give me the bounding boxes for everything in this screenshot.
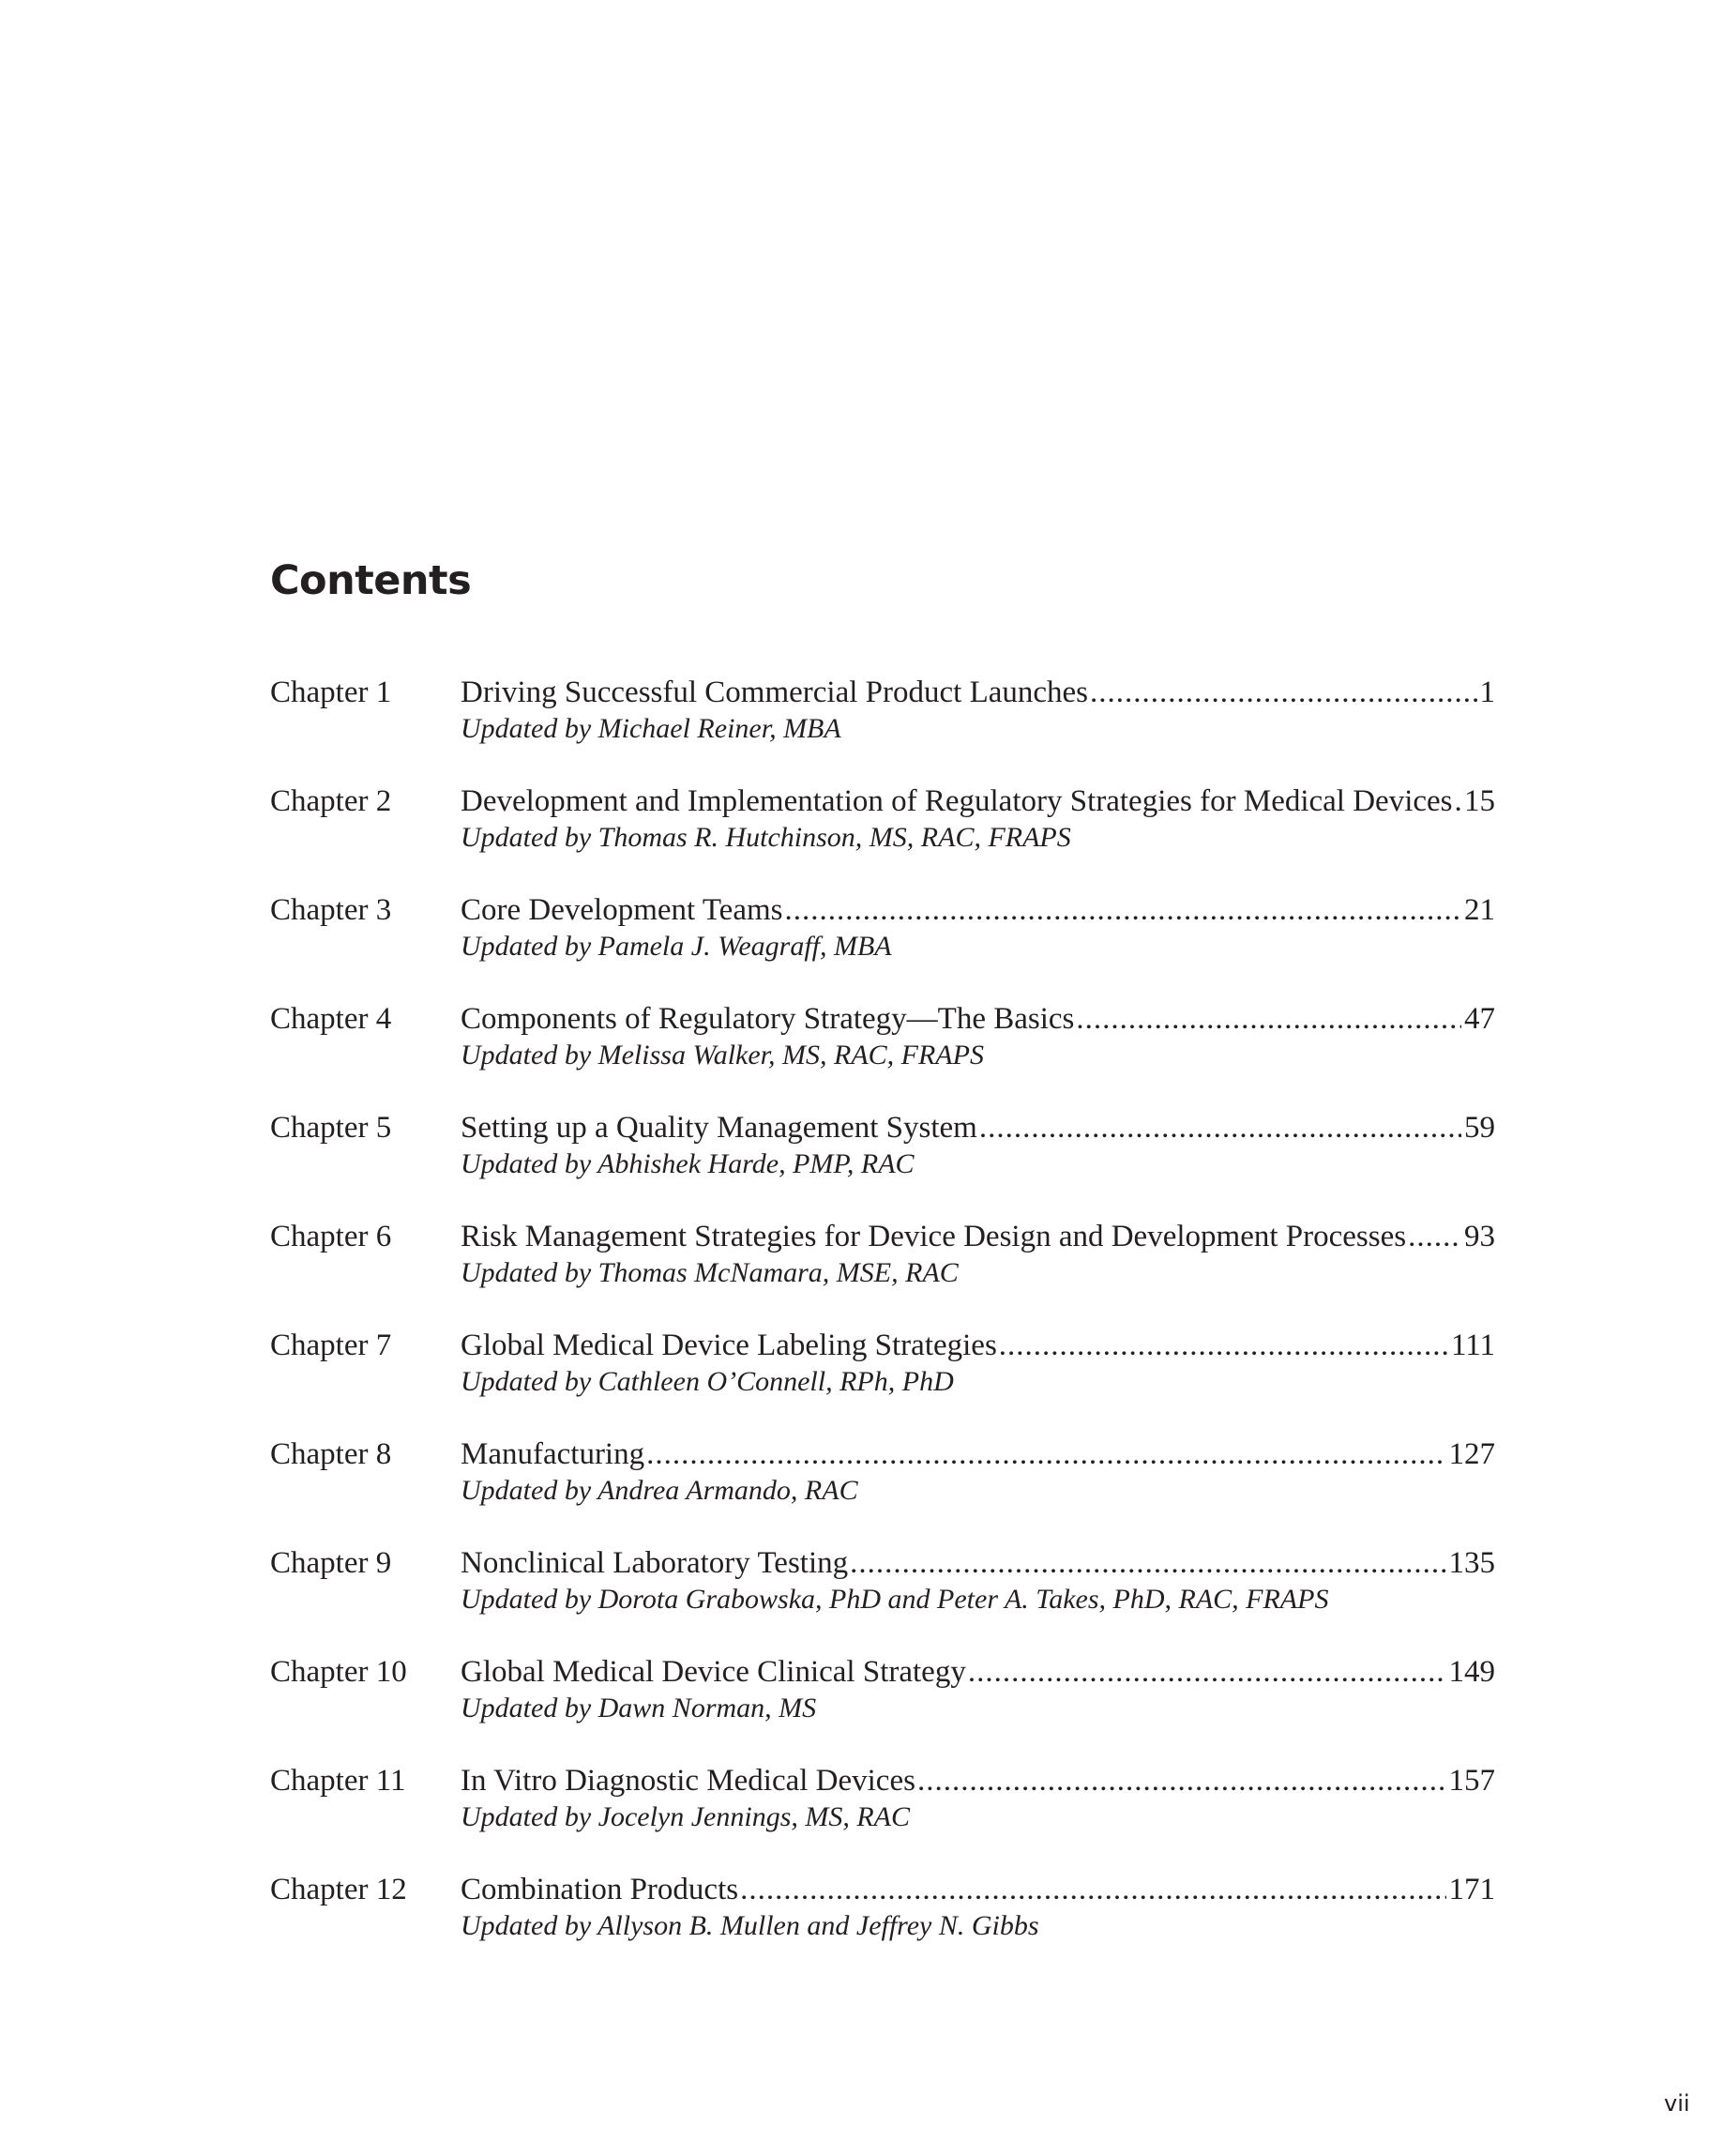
entry-body bbox=[461, 1330, 1495, 1396]
page-number: 21 bbox=[1464, 893, 1495, 927]
title-line bbox=[461, 1113, 1495, 1144]
chapter-label: Chapter 1 bbox=[270, 676, 392, 709]
dot-leader bbox=[850, 1548, 1445, 1579]
page-folio: vii bbox=[1664, 2090, 1690, 2117]
toc-entry-chapter-9[interactable] bbox=[270, 1548, 1495, 1657]
entry-body bbox=[461, 1766, 1495, 1831]
page-number: 135 bbox=[1448, 1546, 1495, 1580]
page-number: 111 bbox=[1450, 1329, 1495, 1362]
toc-entry-chapter-8[interactable] bbox=[270, 1439, 1495, 1548]
chapter-title[interactable]: Components of Regulatory Strategy—The Basics bbox=[461, 1002, 1075, 1036]
chapter-title[interactable]: In Vitro Diagnostic Medical Devices bbox=[461, 1764, 915, 1798]
entry-body bbox=[461, 1222, 1495, 1287]
chapter-byline: Updated by Allyson B. Mullen and Jeffrey N. Gibbs bbox=[461, 1910, 1039, 1941]
chapter-byline: Updated by Michael Reiner, MBA bbox=[461, 713, 841, 744]
page-number: 59 bbox=[1464, 1111, 1495, 1145]
dot-leader bbox=[1076, 1004, 1461, 1035]
chapter-label: Chapter 10 bbox=[270, 1655, 407, 1689]
entry-body bbox=[461, 1004, 1495, 1070]
chapter-title[interactable]: Core Development Teams bbox=[461, 893, 783, 927]
dot-leader bbox=[1408, 1222, 1461, 1253]
chapter-title[interactable]: Combination Products bbox=[461, 1873, 739, 1906]
title-line bbox=[461, 1875, 1495, 1905]
title-line bbox=[461, 1657, 1495, 1688]
toc-entry-chapter-2[interactable] bbox=[270, 786, 1495, 895]
toc-entry-chapter-3[interactable] bbox=[270, 895, 1495, 1004]
dot-leader bbox=[917, 1766, 1446, 1797]
chapter-byline: Updated by Dawn Norman, MS bbox=[461, 1693, 817, 1723]
chapter-label: Chapter 3 bbox=[270, 893, 392, 927]
chapter-title[interactable]: Manufacturing bbox=[461, 1437, 645, 1471]
page-number: 149 bbox=[1448, 1655, 1495, 1689]
chapter-byline: Updated by Melissa Walker, MS, RAC, FRAPS bbox=[461, 1040, 984, 1070]
chapter-label: Chapter 8 bbox=[270, 1437, 392, 1471]
chapter-label: Chapter 7 bbox=[270, 1329, 392, 1362]
chapter-label: Chapter 4 bbox=[270, 1002, 392, 1036]
dot-leader bbox=[968, 1657, 1446, 1688]
chapter-byline: Updated by Andrea Armando, RAC bbox=[461, 1475, 858, 1506]
entry-body bbox=[461, 677, 1495, 743]
chapter-title[interactable]: Setting up a Quality Management System bbox=[461, 1111, 977, 1145]
chapter-byline: Updated by Thomas McNamara, MSE, RAC bbox=[461, 1257, 959, 1288]
title-line bbox=[461, 1004, 1495, 1035]
toc-entry-chapter-6[interactable] bbox=[270, 1222, 1495, 1330]
entry-body bbox=[461, 1439, 1495, 1505]
chapter-title[interactable]: Risk Management Strategies for Device Design and Development Processes bbox=[461, 1220, 1407, 1253]
chapter-byline: Updated by Dorota Grabowska, PhD and Peter A. Takes, PhD, RAC, FRAPS bbox=[461, 1584, 1329, 1615]
page-number: 15 bbox=[1464, 784, 1495, 818]
toc-entry-chapter-7[interactable] bbox=[270, 1330, 1495, 1439]
toc-entry-chapter-10[interactable] bbox=[270, 1657, 1495, 1766]
page-number: 47 bbox=[1464, 1002, 1495, 1036]
page-number: 93 bbox=[1464, 1220, 1495, 1253]
chapter-title[interactable]: Global Medical Device Clinical Strategy bbox=[461, 1655, 966, 1689]
entry-body bbox=[461, 1657, 1495, 1723]
title-line bbox=[461, 677, 1495, 708]
chapter-title[interactable]: Development and Implementation of Regulatory Strategies for Medical Devices bbox=[461, 784, 1453, 818]
entry-body bbox=[461, 895, 1495, 961]
dot-leader bbox=[1090, 677, 1476, 708]
title-line bbox=[461, 1439, 1495, 1470]
chapter-byline: Updated by Pamela J. Weagraff, MBA bbox=[461, 931, 892, 962]
chapter-label: Chapter 6 bbox=[270, 1220, 392, 1253]
chapter-title[interactable]: Global Medical Device Labeling Strategies bbox=[461, 1329, 997, 1362]
chapter-title[interactable]: Driving Successful Commercial Product Launches bbox=[461, 676, 1089, 709]
table-of-contents bbox=[270, 677, 1495, 1983]
toc-entry-chapter-5[interactable] bbox=[270, 1113, 1495, 1222]
chapter-title[interactable]: Nonclinical Laboratory Testing bbox=[461, 1546, 849, 1580]
chapter-byline: Updated by Thomas R. Hutchinson, MS, RAC, FRAPS bbox=[461, 822, 1071, 853]
entry-body bbox=[461, 786, 1495, 852]
chapter-label: Chapter 9 bbox=[270, 1546, 392, 1580]
chapter-byline: Updated by Cathleen O’Connell, RPh, PhD bbox=[461, 1366, 954, 1397]
chapter-byline: Updated by Abhishek Harde, PMP, RAC bbox=[461, 1148, 915, 1179]
chapter-label: Chapter 2 bbox=[270, 784, 392, 818]
page-title: Contents bbox=[270, 557, 472, 604]
title-line bbox=[461, 786, 1495, 817]
chapter-label: Chapter 5 bbox=[270, 1111, 392, 1145]
entry-body bbox=[461, 1113, 1495, 1178]
dot-leader bbox=[1455, 786, 1462, 817]
dot-leader bbox=[646, 1439, 1445, 1470]
title-line bbox=[461, 1766, 1495, 1797]
title-line bbox=[461, 1548, 1495, 1579]
dot-leader bbox=[999, 1330, 1448, 1361]
page-number: 171 bbox=[1448, 1873, 1495, 1906]
dot-leader bbox=[740, 1875, 1445, 1905]
chapter-label: Chapter 11 bbox=[270, 1764, 406, 1798]
page-number: 127 bbox=[1448, 1437, 1495, 1471]
entry-body bbox=[461, 1875, 1495, 1940]
chapter-label: Chapter 12 bbox=[270, 1873, 407, 1906]
toc-entry-chapter-1[interactable] bbox=[270, 677, 1495, 786]
page-number: 1 bbox=[1479, 676, 1495, 709]
title-line bbox=[461, 1330, 1495, 1361]
dot-leader bbox=[979, 1113, 1461, 1144]
entry-body bbox=[461, 1548, 1495, 1614]
toc-entry-chapter-12[interactable] bbox=[270, 1875, 1495, 1983]
title-line bbox=[461, 895, 1495, 926]
title-line bbox=[461, 1222, 1495, 1253]
toc-entry-chapter-11[interactable] bbox=[270, 1766, 1495, 1875]
chapter-byline: Updated by Jocelyn Jennings, MS, RAC bbox=[461, 1801, 911, 1832]
toc-entry-chapter-4[interactable] bbox=[270, 1004, 1495, 1113]
dot-leader bbox=[785, 895, 1462, 926]
page-number: 157 bbox=[1448, 1764, 1495, 1798]
